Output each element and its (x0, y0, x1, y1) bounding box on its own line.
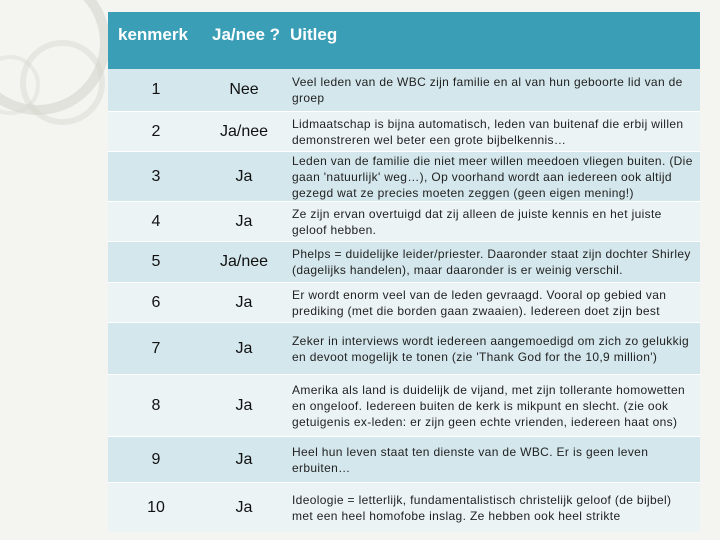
row-number: 3 (108, 151, 204, 201)
row-number: 10 (108, 482, 204, 532)
row-answer: Ja (204, 282, 284, 322)
row-number: 9 (108, 436, 204, 482)
header-ja-nee: Ja/nee ? (204, 12, 284, 69)
row-number: 6 (108, 282, 204, 322)
row-number: 5 (108, 241, 204, 282)
row-explanation: Lidmaatschap is bijna automatisch, leden van buitenaf die erbij willen demonstreren wel beter een grote bijbelkennis… (284, 111, 700, 151)
row-explanation: Veel leden van de WBC zijn familie en al van hun geboorte lid van de groep (284, 69, 700, 111)
header-kenmerk: kenmerk (108, 12, 204, 69)
characteristics-table (108, 12, 700, 532)
row-explanation: Zeker in interviews wordt iedereen aangemoedigd om zich zo gelukkig en devoot mogelijk te tonen (zie 'Thank God for the 10,9 million') (284, 322, 700, 374)
header-uitleg: Uitleg (284, 12, 700, 69)
row-number: 4 (108, 201, 204, 241)
row-number: 7 (108, 322, 204, 374)
row-explanation: Leden van de familie die niet meer willen meedoen vliegen buiten. (Die gaan 'natuurlijk' weg…), Op voorhand wordt aan iedereen ook altijd gezegd wat ze precies moeten zeggen (geen eigen mening!) (284, 151, 700, 201)
row-answer: Ja (204, 151, 284, 201)
row-explanation: Er wordt enorm veel van de leden gevraagd. Vooral op gebied van prediking (met die borden gaan zwaaien). Iedereen doet zijn best (284, 282, 700, 322)
row-number: 1 (108, 69, 204, 111)
row-answer: Ja (204, 322, 284, 374)
row-answer: Ja (204, 201, 284, 241)
row-explanation: Heel hun leven staat ten dienste van de WBC. Er is geen leven erbuiten… (284, 436, 700, 482)
row-answer: Nee (204, 69, 284, 111)
row-number: 8 (108, 374, 204, 436)
row-explanation: Phelps = duidelijke leider/priester. Daaronder staat zijn dochter Shirley (dagelijks handelen), maar daaronder is er weinig verschil. (284, 241, 700, 282)
row-explanation: Ideologie = letterlijk, fundamentalistisch christelijk geloof (de bijbel) met een heel homofobe inslag. Ze hebben ook heel strikte (284, 482, 700, 532)
row-answer: Ja (204, 374, 284, 436)
row-explanation: Ze zijn ervan overtuigd dat zij alleen de juiste kennis en het juiste geloof hebben. (284, 201, 700, 241)
row-answer: Ja (204, 436, 284, 482)
row-answer: Ja/nee (204, 111, 284, 151)
row-explanation: Amerika als land is duidelijk de vijand, met zijn tollerante homowetten en ongeloof. Iedereen buiten de kerk is mikpunt en slecht. (zie ook getuigenis ex-leden: er zijn geen echte vrienden, iedereen haat ons) (284, 374, 700, 436)
row-answer: Ja/nee (204, 241, 284, 282)
row-answer: Ja (204, 482, 284, 532)
row-number: 2 (108, 111, 204, 151)
